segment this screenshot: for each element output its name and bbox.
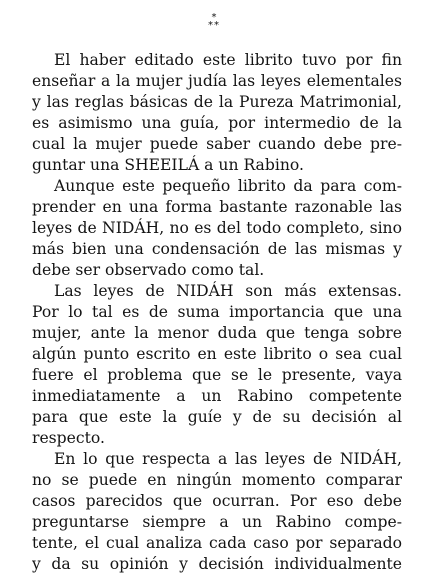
text-line: leyes de NIDÁH, no es del todo completo, sino	[32, 219, 402, 237]
text-line: cual la mujer puede saber cuando debe pre-	[32, 135, 402, 153]
text-line: es asimismo una guía, por intermedio de la	[32, 114, 402, 132]
text-line: y da su opinión y decisión individualmente	[32, 555, 402, 573]
text-line: prender en una forma bastante razonable las	[32, 198, 402, 216]
text-line: no se puede en ningún momento comparar	[32, 471, 402, 489]
text-line: mujer, ante la menor duda que tenga sobre	[32, 324, 402, 342]
text-line: más bien una condensación de las mismas y	[32, 240, 402, 258]
ornament-top-star: *	[211, 12, 217, 23]
text-line: En lo que respecta a las leyes de NIDÁH,	[54, 450, 402, 468]
text-line: Las leyes de NIDÁH son más extensas.	[54, 282, 402, 300]
text-line: respecto.	[32, 429, 105, 447]
text-line: para que este la guíe y de su decisión al	[32, 408, 402, 426]
text-line: fuere el problema que se le presente, vaya	[32, 366, 402, 384]
text-line: y las reglas básicas de la Pureza Matrimonial,	[32, 93, 402, 111]
asterism-ornament	[0, 14, 428, 30]
text-line: Por lo tal es de suma importancia que una	[32, 303, 402, 321]
ornament-bottom-stars: **	[208, 20, 220, 31]
text-line: enseñar a la mujer judía las leyes elementales	[32, 72, 402, 90]
text-line: inmediatamente a un Rabino competente	[32, 387, 402, 405]
body-text	[32, 50, 402, 575]
text-line: debe ser observado como tal.	[32, 261, 265, 279]
text-line: casos parecidos que ocurran. Por eso debe	[32, 492, 402, 510]
text-line: El haber editado este librito tuvo por fin	[54, 51, 402, 69]
text-line: algún punto escrito en este librito o sea cual	[32, 345, 402, 363]
text-line: Aunque este pequeño librito da para com-	[54, 177, 402, 195]
text-line: tente, el cual analiza cada caso por separado	[32, 534, 402, 552]
text-line: guntar una SHEEILÁ a un Rabino.	[32, 156, 304, 174]
text-line: preguntarse siempre a un Rabino compe-	[32, 513, 402, 531]
